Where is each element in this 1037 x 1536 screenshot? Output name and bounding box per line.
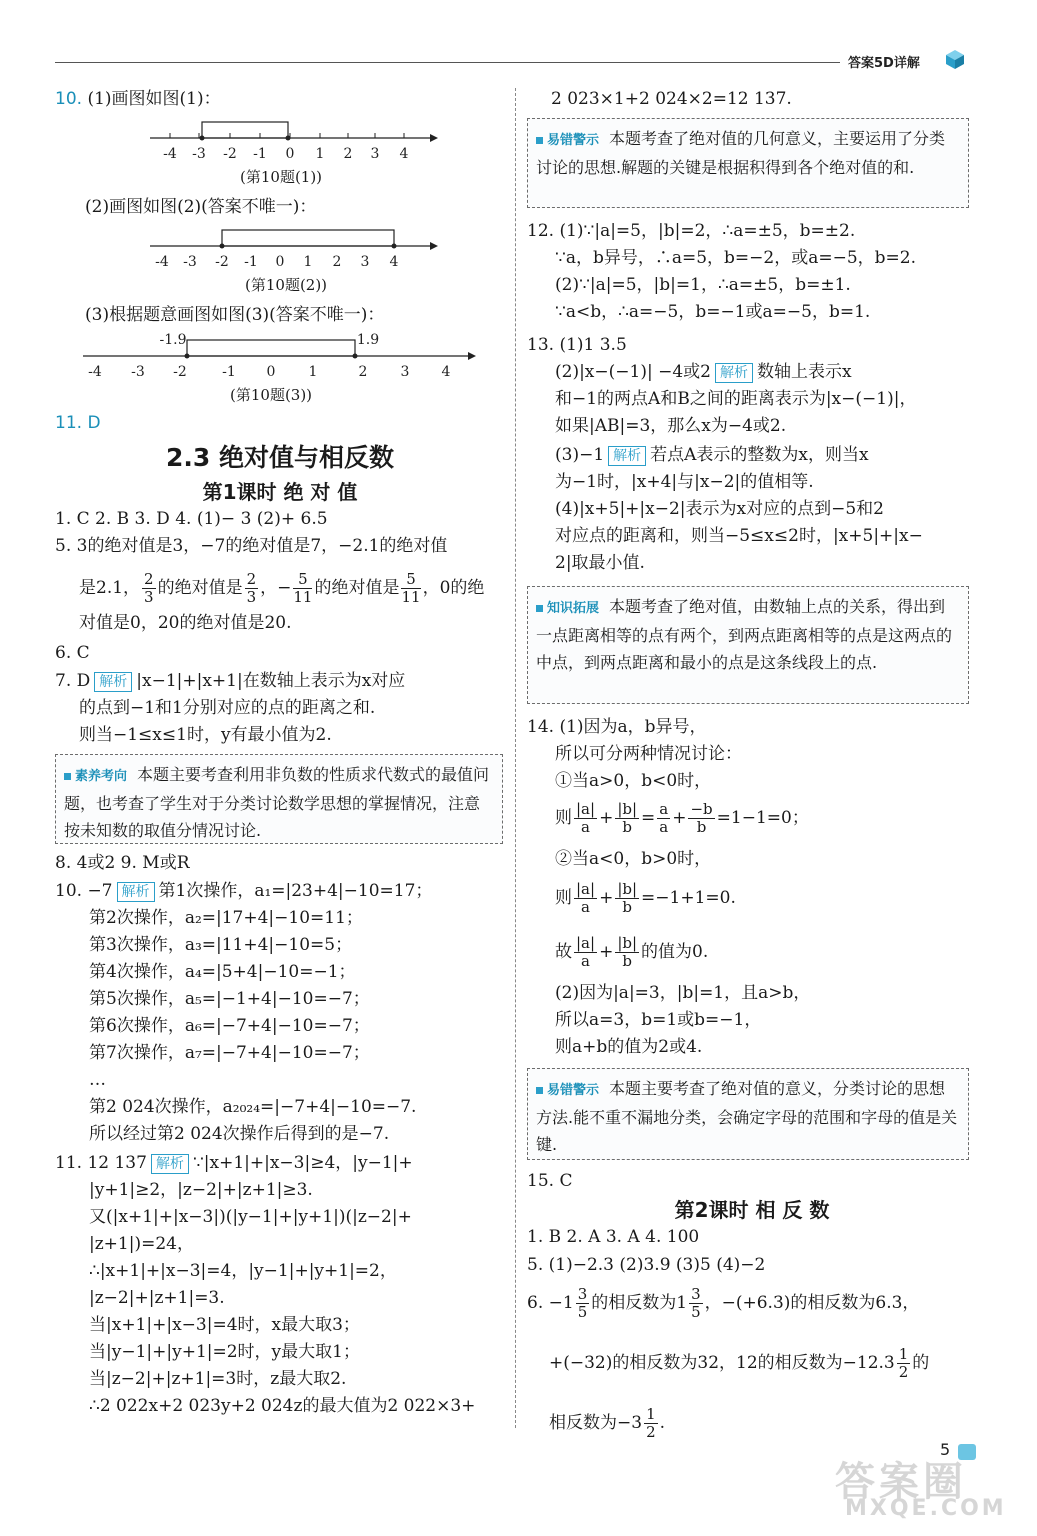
frac-5-11: $\frac{5}{11}$	[401, 570, 421, 606]
answer-12-line2: ∵a，b异号，∴a=5，b=−2，或a=−5，b=2.	[555, 248, 917, 268]
section-title: 2.3 绝对值与相反数	[166, 443, 394, 472]
lesson2-answer-6-line2: +(−32)的相反数为32，12的相反数为−12.3 $\frac{1}{2}$ 的	[549, 1345, 930, 1381]
calc-line: 当|z−2|+|z+1|=3时，z最大取2.	[89, 1369, 347, 1389]
calc-line: 当|x+1|+|x−3|=4时，x最大取3；	[89, 1315, 360, 1335]
number-line-2	[150, 224, 440, 272]
answer-13-line2: (2)|x−(−1)| −4或2 解析 数轴上表示x	[555, 362, 852, 382]
answer-5-line2: 是2.1， $\frac{2}{3}$ 的绝对值是 $\frac{2}{3}$ ，− $\frac{5}{11}$ 的绝对值是 $\frac{5}{11}$ ，0的绝	[79, 570, 485, 606]
svg-text:3: 3	[400, 364, 410, 380]
frac-2-3: $\frac{2}{3}$	[246, 570, 257, 606]
cube-logo-icon	[944, 48, 966, 70]
calc-line: ∴|x+1|+|x−3|=4，|y−1|+|y+1|=2，	[89, 1261, 397, 1281]
nl1-tick-label: -1	[253, 146, 267, 162]
answer-13-line8: 对应点的距离和，则当−5≤x≤2时，|x+5|+|x−	[555, 526, 923, 546]
svg-text:1: 1	[308, 364, 318, 380]
svg-text:-3: -3	[183, 254, 197, 270]
calc-line: |z−2|+|z+1|=3.	[89, 1288, 225, 1308]
jiexi-badge: 解析	[117, 882, 155, 902]
answers-1-4: 1. C 2. B 3. D 4. (1)− 3 (2)+ 6.5	[55, 509, 328, 529]
watermark	[835, 1450, 1025, 1530]
frac-5-11: $\frac{5}{11}$	[293, 570, 313, 606]
jiexi-badge: 解析	[608, 446, 646, 466]
answer-15: 15. C	[527, 1171, 573, 1191]
tip-box-literacy: 素养考向 本题主要考查利用非负数的性质求代数式的最值问题，也考查了学生对于分类讨论数学思想的掌握情况，注意按未知数的取值分情况讨论.	[55, 754, 503, 844]
answer-14-line9: 所以a=3，b=1或b=−1，	[555, 1010, 762, 1030]
nl3-mark-right: 1.9	[356, 332, 380, 348]
svg-text:-1: -1	[244, 254, 258, 270]
jiexi-badge: 解析	[715, 363, 753, 383]
tip-tag: 素养考向	[64, 763, 127, 790]
caption-10-2: (第10题(2))	[245, 276, 328, 294]
nl1-tick-label: 2	[343, 146, 353, 162]
op-line: 第3次操作，a₃=|11+4|−10=5；	[89, 935, 353, 955]
svg-text:0: 0	[266, 364, 276, 380]
answer-13-line5: (3)−1 解析 若点A表示的整数为x，则当x	[555, 445, 869, 465]
answer-5-line3: 对值是0，20的绝对值是20.	[79, 613, 292, 633]
answer-12-line4: ∵a<b，∴a=−5，b=−1或a=−5，b=1.	[555, 302, 871, 322]
answer-14-line3: ①当a>0，b<0时，	[555, 771, 712, 791]
answer-13-line1: 13. (1)1 3.5	[527, 335, 627, 355]
answer-7-line3: 则当−1≤x≤1时，y有最小值为2.	[79, 725, 332, 745]
answer-11: 11. D	[55, 413, 101, 433]
nl3-mark-left: -1.9	[159, 332, 187, 348]
answer-12-line1: 12. (1)∵|a|=5，|b|=2，∴a=±5，b=±2.	[527, 221, 856, 241]
tip-box-knowledge: 知识拓展 本题考查了绝对值，由数轴上点的关系，得出到一点距离相等的点有两个，到两点距离相等的点是这两点的中点，到两点距离和最小的点是这条线段上的点.	[527, 586, 969, 704]
calc-line: 当|y−1|+|y+1|=2时，y最大取1；	[89, 1342, 360, 1362]
lesson2-answer-6-line1: 6. −1 $\frac{3}{5}$ 的相反数为1 $\frac{3}{5}$ ，−(+6.3)的相反数为6.3，	[527, 1285, 920, 1321]
number-line-3	[83, 332, 478, 382]
answer-14-line6: 则 $\frac{|a|}{a}$ + $\frac{|b|}{b}$ =−1+1=0.	[555, 880, 736, 916]
svg-text:-2: -2	[215, 254, 229, 270]
page-number: 5	[940, 1440, 951, 1459]
svg-text:2: 2	[332, 254, 342, 270]
tip-box-error-1: 易错警示 本题考查了绝对值的几何意义，主要运用了分类讨论的思想.解题的关键是根据积得到各个绝对值的和.	[527, 118, 969, 208]
watermark-line2: MXQE.COM	[845, 1496, 1007, 1521]
op-line: 第2 024次操作，a₂₀₂₄=|−7+4|−10=−7.	[89, 1097, 417, 1117]
calc-line: |z+1|)=24，	[89, 1234, 194, 1254]
svg-text:3: 3	[360, 254, 370, 270]
answer-7-line2: 的点到−1和1分别对应的点的距离之和.	[79, 698, 376, 718]
answer-14-line10: 则a+b的值为2或4.	[555, 1037, 703, 1057]
calc-line: |y+1|≥2，|z−2|+|z+1|≥3.	[89, 1180, 313, 1200]
calc-line: ∴2 022x+2 023y+2 024z的最大值为2 022×3+	[89, 1396, 476, 1416]
calc-line: 又(|x+1|+|x−3|)(|y−1|+|y+1|)(|z−2|+	[89, 1207, 412, 1227]
frac-2-3: $\frac{2}{3}$	[144, 570, 154, 606]
column-divider	[515, 88, 516, 1428]
answer-10-line1: 10. −7 解析 第1次操作，a₁=|23+4|−10=17；	[55, 881, 433, 901]
svg-text:0: 0	[275, 254, 285, 270]
answer-13-line4: 如果|AB|=3，那么x为−4或2.	[555, 416, 787, 436]
answer-14-line4: 则 $\frac{|a|}{a}$ + $\frac{|b|}{b}$ = $\frac{a}{a}$ + $\frac{-b}{b}$ =1−1=0；	[555, 800, 809, 836]
op-line: 第4次操作，a₄=|5+4|−10=−1；	[89, 962, 356, 982]
lesson2-answer-6-line3: 相反数为−3 $\frac{1}{2}$ .	[549, 1405, 666, 1441]
nl1-tick-label: 0	[285, 146, 295, 162]
nl1-tick-label: -2	[223, 146, 237, 162]
answer-6: 6. C	[55, 643, 90, 663]
header-title: 答案5D详解	[848, 56, 920, 71]
q10-part3: (3)根据题意画图如图(3)(答案不唯一)：	[85, 305, 385, 325]
svg-text:-4: -4	[155, 254, 169, 270]
answers-8-9: 8. 4或2 9. M或R	[55, 853, 190, 873]
tip-tag: 知识拓展	[536, 595, 599, 622]
nl1-tick-label: 4	[399, 146, 409, 162]
answer-12-line3: (2)∵|a|=5，|b|=1，∴a=±5，b=±1.	[555, 275, 851, 295]
jiexi-badge: 解析	[151, 1154, 189, 1174]
svg-text:-3: -3	[131, 364, 145, 380]
svg-text:-1: -1	[222, 364, 236, 380]
answer-13-line3: 和−1的两点A和B之间的距离表示为|x−(−1)|，	[555, 389, 917, 409]
answer-5-line1: 5. 3的绝对值是3，−7的绝对值是7，−2.1的绝对值	[55, 536, 448, 556]
answer-14-line1: 14. (1)因为a，b异号，	[527, 717, 707, 737]
op-line: 第7次操作，a₇=|−7+4|−10=−7；	[89, 1043, 370, 1063]
answer-11b-line1: 11. 12 137 解析 ∵|x+1|+|x−3|≥4，|y−1|+	[55, 1153, 413, 1173]
nl1-tick-label: -4	[163, 146, 177, 162]
op-line: 第2次操作，a₂=|17+4|−10=11；	[89, 908, 363, 928]
answer-7-line1: 7. D 解析 |x−1|+|x+1|在数轴上表示为x对应	[55, 671, 406, 691]
lesson2-answer-5: 5. (1)−2.3 (2)3.9 (3)5 (4)−2	[527, 1255, 766, 1275]
answer-14-line7: 故 $\frac{|a|}{a}$ + $\frac{|b|}{b}$ 的值为0.	[555, 934, 709, 970]
q10-part2: (2)画图如图(2)(答案不唯一)：	[85, 197, 317, 217]
tip-box-error-2: 易错警示 本题主要考查了绝对值的意义，分类讨论的思想方法.能不重不漏地分类，会确定字母的范围和字母的值是关键.	[527, 1068, 969, 1160]
op-line: …	[89, 1070, 106, 1090]
caption-10-3: (第10题(3))	[230, 386, 313, 404]
tip-tag: 易错警示	[536, 127, 599, 154]
continued-line: 2 023×1+2 024×2=12 137.	[551, 89, 792, 109]
number-line-1	[150, 116, 440, 164]
tip-tag: 易错警示	[536, 1077, 599, 1104]
op-line: 所以经过第2 024次操作后得到的是−7.	[89, 1124, 390, 1144]
svg-text:-2: -2	[173, 364, 187, 380]
nl1-tick-label: 1	[315, 146, 325, 162]
jiexi-badge: 解析	[94, 672, 132, 692]
header-rule	[55, 62, 840, 63]
svg-text:1: 1	[303, 254, 313, 270]
answer-13-line7: (4)|x+5|+|x−2|表示为x对应的点到−5和2	[555, 499, 884, 519]
svg-text:4: 4	[389, 254, 399, 270]
lesson2-answers-1-4: 1. B 2. A 3. A 4. 100	[527, 1227, 700, 1247]
q10-part1: 10. (1)画图如图(1)：	[55, 89, 221, 109]
nl1-tick-label: -3	[192, 146, 206, 162]
answer-14-line8: (2)因为|a|=3，|b|=1，且a>b，	[555, 983, 811, 1003]
lesson-1-title: 第1课时 绝 对 值	[202, 480, 358, 504]
caption-10-1: (第10题(1))	[240, 168, 323, 186]
watermark-line1: 答案圈	[835, 1459, 967, 1505]
answer-13-line6: 为−1时，|x+4|与|x−2|的值相等.	[555, 472, 814, 492]
op-line: 第6次操作，a₆=|−7+4|−10=−7；	[89, 1016, 370, 1036]
op-line: 第5次操作，a₅=|−1+4|−10=−7；	[89, 989, 370, 1009]
svg-text:2: 2	[358, 364, 368, 380]
answer-13-line9: 2|取最小值.	[555, 553, 645, 573]
answer-14-line5: ②当a<0，b>0时，	[555, 849, 712, 869]
svg-text:4: 4	[441, 364, 451, 380]
answer-14-line2: 所以可分两种情况讨论：	[555, 744, 742, 764]
nl1-tick-label: 3	[370, 146, 380, 162]
lesson-2-title: 第2课时 相 反 数	[674, 1198, 830, 1222]
svg-text:-4: -4	[88, 364, 102, 380]
